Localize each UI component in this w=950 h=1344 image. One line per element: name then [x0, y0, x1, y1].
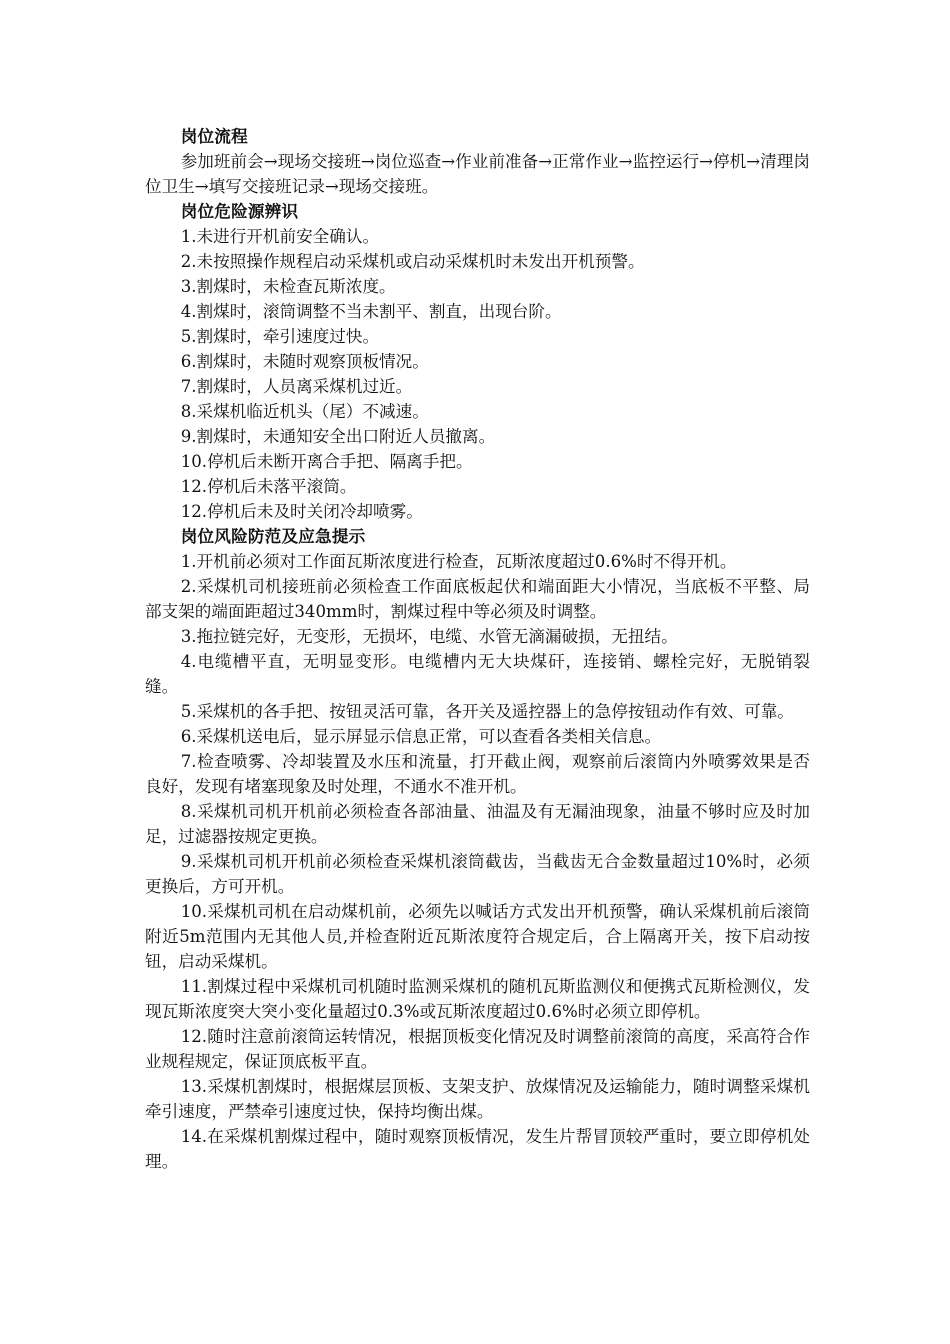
prevention-item: 2.采煤机司机接班前必须检查工作面底板起伏和端面距大小情况，当底板不平整、局部支架的端面距超过340mm时，割煤过程中等必须及时调整。	[145, 577, 810, 621]
hazard-item: 1.未进行开机前安全确认。	[180, 227, 380, 246]
prevention-item: 3.拖拉链完好，无变形，无损坏，电缆、水管无滴漏破损，无扭结。	[180, 627, 678, 646]
hazard-item: 2.未按照操作规程启动采煤机或启动采煤机时未发出开机预警。	[180, 252, 645, 271]
prevention-item: 6.采煤机送电后，显示屏显示信息正常，可以查看各类相关信息。	[180, 727, 662, 746]
prevention-item: 10.采煤机司机在启动煤机前，必须先以喊话方式发出开机预警，确认采煤机前后滚筒附近5m范围内无其他人员,并检查附近瓦斯浓度符合规定后，合上隔离开关，按下启动按钮，启动采煤机。	[145, 902, 810, 971]
prevention-list	[145, 549, 810, 1174]
hazard-list	[145, 224, 810, 524]
hazard-item: 5.割煤时，牵引速度过快。	[180, 327, 380, 346]
prevention-item: 12.随时注意前滚筒运转情况，根据顶板变化情况及时调整前滚筒的高度，采高符合作业规程规定，保证顶底板平直。	[145, 1027, 810, 1071]
document-page	[145, 124, 810, 1174]
prevention-item: 9.采煤机司机开机前必须检查采煤机滚筒截齿，当截齿无合金数量超过10%时，必须更换后，方可开机。	[145, 852, 810, 896]
prevention-item: 5.采煤机的各手把、按钮灵活可靠，各开关及遥控器上的急停按钮动作有效、可靠。	[180, 702, 794, 721]
prevention-item: 7.检查喷雾、冷却装置及水压和流量，打开截止阀，观察前后滚筒内外喷雾效果是否良好，发现有堵塞现象及时处理，不通水不准开机。	[145, 752, 810, 796]
process-flow-paragraph: 参加班前会→现场交接班→岗位巡查→作业前准备→正常作业→监控运行→停机→清理岗位卫生→填写交接班记录→现场交接班。	[145, 152, 810, 196]
prevention-item: 1.开机前必须对工作面瓦斯浓度进行检查，瓦斯浓度超过0.6%时不得开机。	[180, 552, 737, 571]
prevention-item: 4.电缆槽平直，无明显变形。电缆槽内无大块煤矸，连接销、螺栓完好，无脱销裂缝。	[145, 652, 810, 696]
prevention-item: 13.采煤机割煤时，根据煤层顶板、支架支护、放煤情况及运输能力，随时调整采煤机牵引速度，严禁牵引速度过快，保持均衡出煤。	[145, 1077, 810, 1121]
section-heading-hazards: 岗位危险源辨识	[180, 202, 299, 221]
hazard-item: 4.割煤时，滚筒调整不当未割平、割直，出现台阶。	[180, 302, 562, 321]
hazard-item: 9.割煤时，未通知安全出口附近人员撤离。	[180, 427, 496, 446]
prevention-item: 8.采煤机司机开机前必须检查各部油量、油温及有无漏油现象，油量不够时应及时加足，过滤器按规定更换。	[145, 802, 810, 846]
hazard-item: 3.割煤时，未检查瓦斯浓度。	[180, 277, 396, 296]
prevention-item: 14.在采煤机割煤过程中，随时观察顶板情况，发生片帮冒顶较严重时，要立即停机处理。	[145, 1127, 810, 1171]
section-heading-process: 岗位流程	[180, 127, 248, 146]
hazard-item: 12.停机后未及时关闭冷却喷雾。	[180, 502, 423, 521]
hazard-item: 6.割煤时，未随时观察顶板情况。	[180, 352, 429, 371]
prevention-item: 11.割煤过程中采煤机司机随时监测采煤机的随机瓦斯监测仪和便携式瓦斯检测仪，发现瓦斯浓度突大突小变化量超过0.3%或瓦斯浓度超过0.6%时必须立即停机。	[145, 977, 810, 1021]
hazard-item: 7.割煤时，人员离采煤机过近。	[180, 377, 413, 396]
section-heading-prevention: 岗位风险防范及应急提示	[180, 527, 366, 546]
hazard-item: 8.采煤机临近机头（尾）不减速。	[180, 402, 429, 421]
hazard-item: 12.停机后未落平滚筒。	[180, 477, 357, 496]
hazard-item: 10.停机后未断开离合手把、隔离手把。	[180, 452, 473, 471]
